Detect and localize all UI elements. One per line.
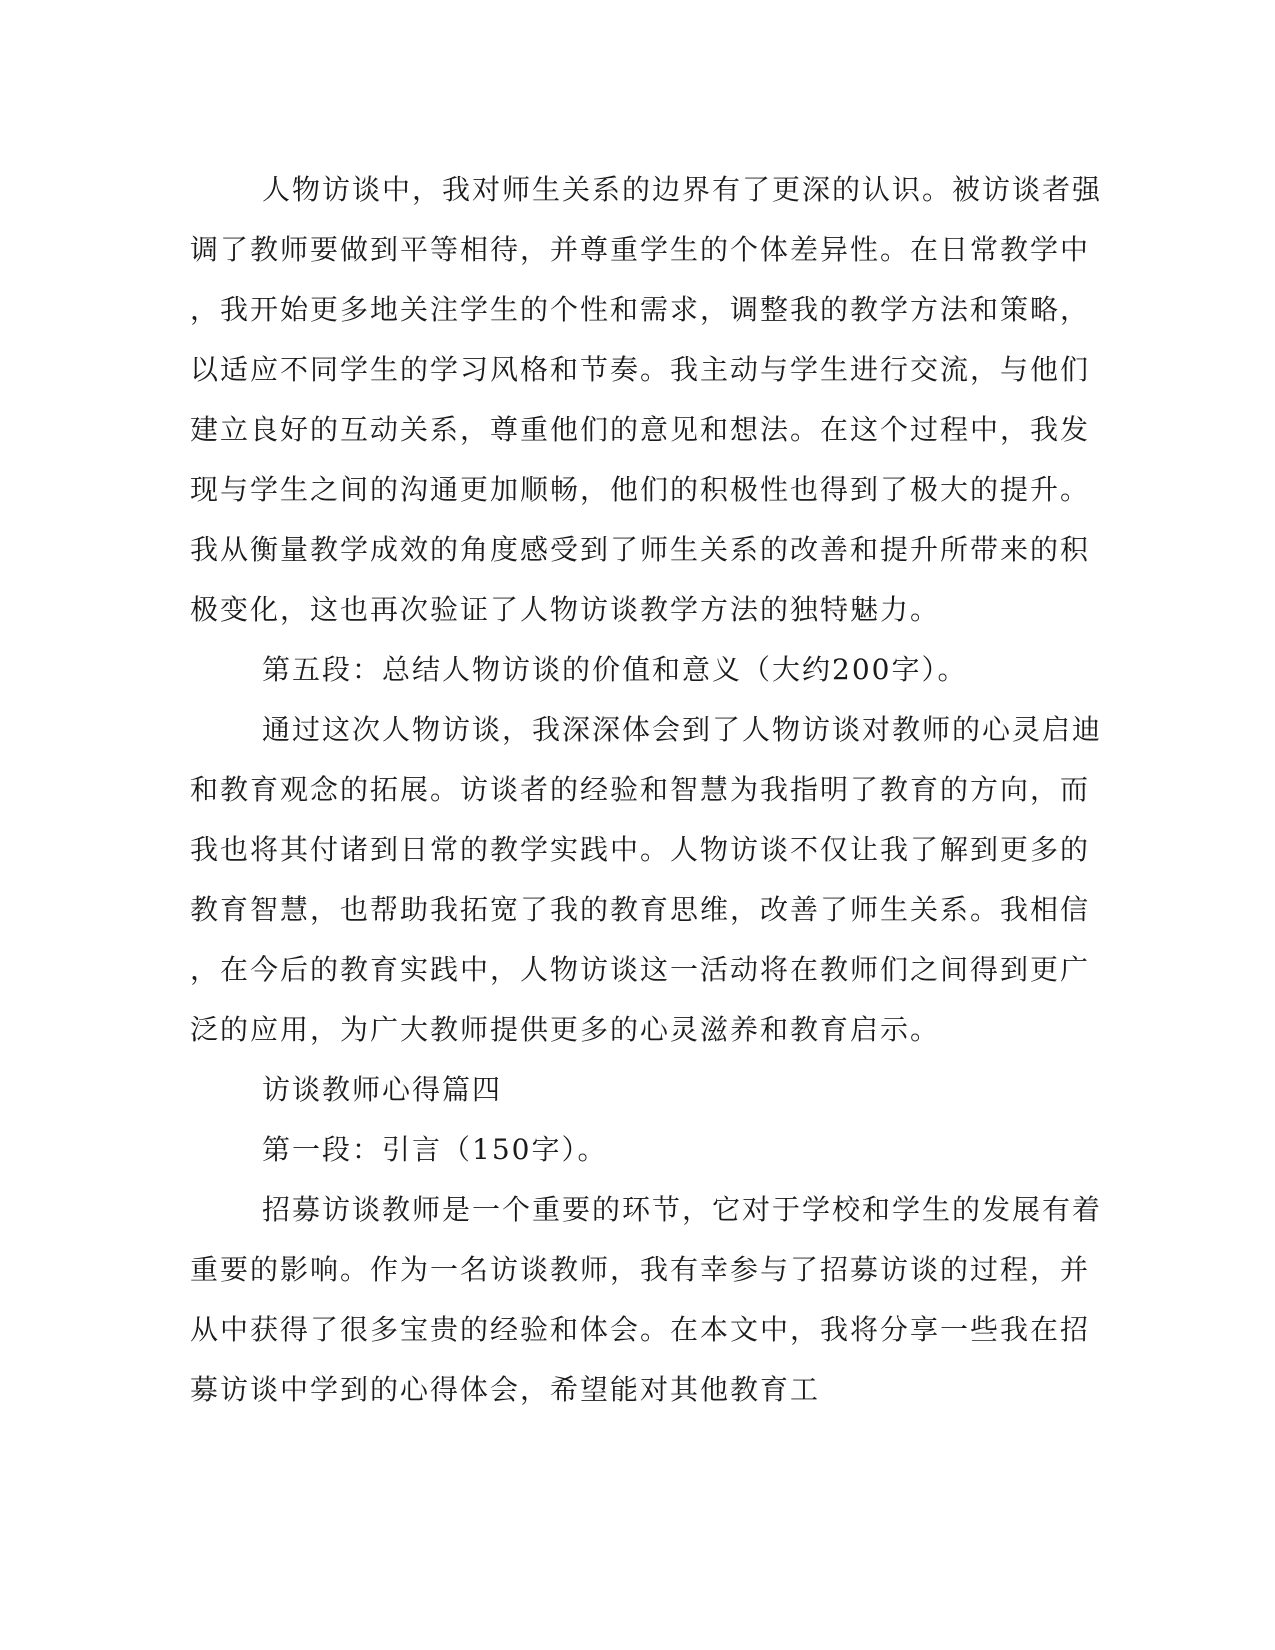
document-body xyxy=(190,160,1103,1420)
paragraph-line: 泛的应用，为广大教师提供更多的心灵滋养和教育启示。 xyxy=(190,1013,941,1046)
paragraph-line: 我也将其付诸到日常的教学实践中。人物访谈不仅让我了解到更多的 xyxy=(190,833,1091,866)
paragraph-line: 通过这次人物访谈，我深深体会到了人物访谈对教师的心灵启迪 xyxy=(262,713,1103,746)
paragraph-line: 我从衡量教学成效的角度感受到了师生关系的改善和提升所带来的积 xyxy=(190,533,1091,566)
section-heading: 第一段：引言（150字）。 xyxy=(262,1133,608,1166)
paragraph-line: 教育智慧，也帮助我拓宽了我的教育思维，改善了师生关系。我相信 xyxy=(190,893,1091,926)
article-title: 访谈教师心得篇四 xyxy=(262,1073,503,1106)
section-heading: 第五段：总结人物访谈的价值和意义（大约200字）。 xyxy=(262,653,968,686)
paragraph-line: 建立良好的互动关系，尊重他们的意见和想法。在这个过程中，我发 xyxy=(190,413,1091,446)
paragraph-line: 和教育观念的拓展。访谈者的经验和智慧为我指明了教育的方向，而 xyxy=(190,773,1091,806)
paragraph-line: 极变化，这也再次验证了人物访谈教学方法的独特魅力。 xyxy=(190,593,941,626)
paragraph-line: 现与学生之间的沟通更加顺畅，他们的积极性也得到了极大的提升。 xyxy=(190,473,1091,506)
paragraph-line: 从中获得了很多宝贵的经验和体会。在本文中，我将分享一些我在招 xyxy=(190,1313,1091,1346)
paragraph-line: ，在今后的教育实践中，人物访谈这一活动将在教师们之间得到更广 xyxy=(190,953,1091,986)
paragraph-line: ，我开始更多地关注学生的个性和需求，调整我的教学方法和策略， xyxy=(190,293,1091,326)
paragraph-line: 调了教师要做到平等相待，并尊重学生的个体差异性。在日常教学中 xyxy=(190,233,1091,266)
paragraph-line: 招募访谈教师是一个重要的环节，它对于学校和学生的发展有着 xyxy=(262,1193,1103,1226)
paragraph-line: 人物访谈中，我对师生关系的边界有了更深的认识。被访谈者强 xyxy=(262,173,1103,206)
paragraph-line: 重要的影响。作为一名访谈教师，我有幸参与了招募访谈的过程，并 xyxy=(190,1253,1091,1286)
paragraph-line: 以适应不同学生的学习风格和节奏。我主动与学生进行交流，与他们 xyxy=(190,353,1091,386)
paragraph-line: 募访谈中学到的心得体会，希望能对其他教育工 xyxy=(190,1373,821,1406)
